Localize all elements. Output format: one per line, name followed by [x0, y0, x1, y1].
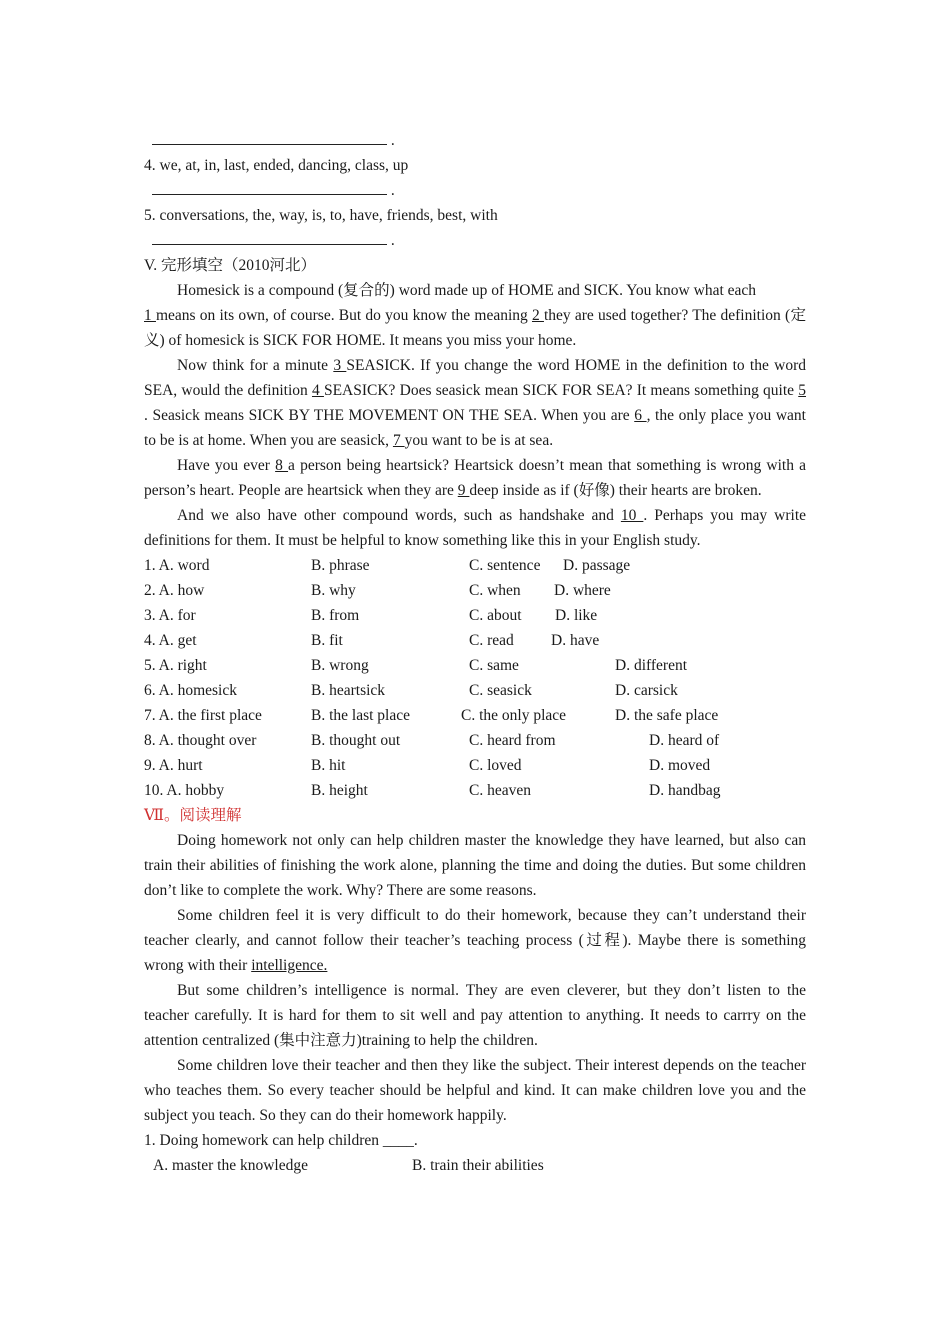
cloze-options — [144, 553, 806, 803]
option-d[interactable]: D. handbag — [649, 782, 721, 799]
option-row — [144, 553, 806, 578]
blank-10[interactable]: 10 — [620, 507, 644, 524]
option-d[interactable]: D. heard of — [649, 732, 720, 749]
cloze-heading: V. 完形填空（2010河北） — [144, 257, 316, 274]
blank-2[interactable]: 2 — [531, 307, 544, 324]
cloze-paragraph-3: Have you ever 8 a person being heartsick? Heartsick doesn’t mean that something is wrong with a person’s heart. People are heartsick when they are 9 deep inside as if (好像) their hearts are broken. — [144, 457, 806, 499]
option-row — [144, 703, 806, 728]
option-a[interactable]: 1. A. word — [144, 557, 210, 574]
option-a[interactable]: 6. A. homesick — [144, 682, 237, 699]
cloze-paragraph-2: Now think for a minute 3 SEASICK. If you change the word HOME in the definition to the word SEA, would the definition 4 SEASICK? Does seasick mean SICK FOR SEA? It means something quite 5 . Seasick means SICK BY THE MOVEMENT ON THE SEA. When you are 6 , the only place you want to be is at home. When you are seasick, 7 you want to be is at sea. — [144, 357, 806, 449]
option-d[interactable]: D. have — [551, 632, 600, 649]
option-row — [144, 778, 806, 803]
reading-paragraph-4: Some children love their teacher and then they like the subject. Their interest depends on the teacher who teaches them. So every teacher should be helpful and kind. It can make children love you and the subject you teach. So they can do their homework happily. — [144, 1057, 806, 1124]
option-c[interactable]: C. same — [469, 657, 519, 674]
reading-paragraph-3: But some children’s intelligence is normal. They are even cleverer, but they don’t listen to the teacher carefully. It is hard for them to sit well and pay attention to anything. It needs to carrry on the attention centralized (集中注意力)training to help the children. — [144, 982, 806, 1049]
option-b[interactable]: B. fit — [311, 632, 343, 649]
answer-dot: . — [390, 132, 395, 149]
blank-7[interactable]: 7 — [392, 432, 405, 449]
option-a[interactable]: 4. A. get — [144, 632, 197, 649]
option-row — [144, 753, 806, 778]
option-b[interactable]: B. hit — [311, 757, 346, 774]
reading-heading: Ⅶ。阅读理解 — [144, 807, 242, 824]
option-d[interactable]: D. different — [615, 657, 688, 674]
option-d[interactable]: D. moved — [649, 757, 711, 774]
option-row — [144, 653, 806, 678]
blank-9[interactable]: 9 — [457, 482, 470, 499]
reading-paragraph-1: Doing homework not only can help children master the knowledge they have learned, but also can train their abilities of finishing the work alone, planning the time and doing the duties. But some children don’t like to complete the work. Why? There are some reasons. — [144, 832, 806, 899]
option-d[interactable]: D. like — [555, 607, 598, 624]
option-b[interactable]: B. wrong — [311, 657, 369, 674]
option-c[interactable]: C. read — [469, 632, 514, 649]
option-c[interactable]: C. heaven — [469, 782, 531, 799]
blank-3[interactable]: 3 — [333, 357, 347, 374]
option-row — [144, 728, 806, 753]
option-row — [144, 603, 806, 628]
option-b[interactable]: B. the last place — [311, 707, 410, 724]
option-a[interactable]: 9. A. hurt — [144, 757, 203, 774]
option-row — [144, 578, 806, 603]
answer-blank[interactable] — [152, 129, 387, 145]
option-c[interactable]: C. sentence — [469, 557, 541, 574]
reading-option-b[interactable]: B. train their abilities — [412, 1157, 544, 1174]
option-b[interactable]: B. height — [311, 782, 368, 799]
answer-line-5[interactable] — [144, 228, 806, 253]
blank-8[interactable]: 8 — [275, 457, 289, 474]
answer-dot: . — [390, 232, 395, 249]
worksheet-page — [144, 128, 806, 1178]
option-row — [144, 628, 806, 653]
reading-option-a[interactable]: A. master the knowledge — [153, 1157, 308, 1174]
reading-question-1: 1. Doing homework can help children ____. — [144, 1132, 418, 1149]
option-b[interactable]: B. heartsick — [311, 682, 386, 699]
reading-options-row — [144, 1153, 806, 1178]
option-a[interactable]: 2. A. how — [144, 582, 205, 599]
question-4: 4. we, at, in, last, ended, dancing, class, up — [144, 157, 409, 174]
option-d[interactable]: D. the safe place — [615, 707, 719, 724]
option-d[interactable]: D. passage — [563, 557, 631, 574]
option-b[interactable]: B. thought out — [311, 732, 401, 749]
option-c[interactable]: C. the only place — [461, 707, 567, 724]
option-b[interactable]: B. phrase — [311, 557, 370, 574]
option-a[interactable]: 8. A. thought over — [144, 732, 257, 749]
option-a[interactable]: 5. A. right — [144, 657, 207, 674]
option-c[interactable]: C. heard from — [469, 732, 556, 749]
answer-dot: . — [390, 182, 395, 199]
option-a[interactable]: 10. A. hobby — [144, 782, 225, 799]
reading-paragraph-2: Some children feel it is very difficult to do their homework, because they can’t understand their teacher clearly, and cannot follow their teacher’s teaching process (过程). Maybe there is something wrong with their intelligence. — [144, 907, 806, 974]
option-a[interactable]: 7. A. the first place — [144, 707, 262, 724]
option-row — [144, 678, 806, 703]
blank-1[interactable]: 1 — [144, 307, 156, 324]
answer-blank[interactable] — [152, 179, 387, 195]
option-d[interactable]: D. carsick — [615, 682, 678, 699]
option-c[interactable]: C. when — [469, 582, 521, 599]
blank-4[interactable]: 4 — [311, 382, 324, 399]
answer-blank[interactable] — [152, 229, 387, 245]
cloze-paragraph-4: And we also have other compound words, such as handshake and 10 . Perhaps you may write definitions for them. It must be helpful to know something like this in your English study. — [144, 507, 807, 549]
underlined-word: intelligence. — [251, 957, 328, 974]
option-c[interactable]: C. seasick — [469, 682, 532, 699]
blank-5[interactable]: 5 — [798, 382, 806, 399]
option-d[interactable]: D. where — [554, 582, 611, 599]
option-c[interactable]: C. about — [469, 607, 522, 624]
blank-6[interactable]: 6 — [634, 407, 647, 424]
option-b[interactable]: B. from — [311, 607, 360, 624]
answer-line-4[interactable] — [144, 178, 806, 203]
option-c[interactable]: C. loved — [469, 757, 522, 774]
option-b[interactable]: B. why — [311, 582, 356, 599]
question-5: 5. conversations, the, way, is, to, have, friends, best, with — [144, 207, 498, 224]
answer-line-3[interactable] — [144, 128, 806, 153]
cloze-paragraph-1: Homesick is a compound (复合的) word made up of HOME and SICK. You know what each 1 means on its own, of course. But do you know the meaning 2 they are used together? The definition (定义) of homesick is SICK FOR HOME. It means you miss your home. — [144, 282, 807, 349]
option-a[interactable]: 3. A. for — [144, 607, 196, 624]
